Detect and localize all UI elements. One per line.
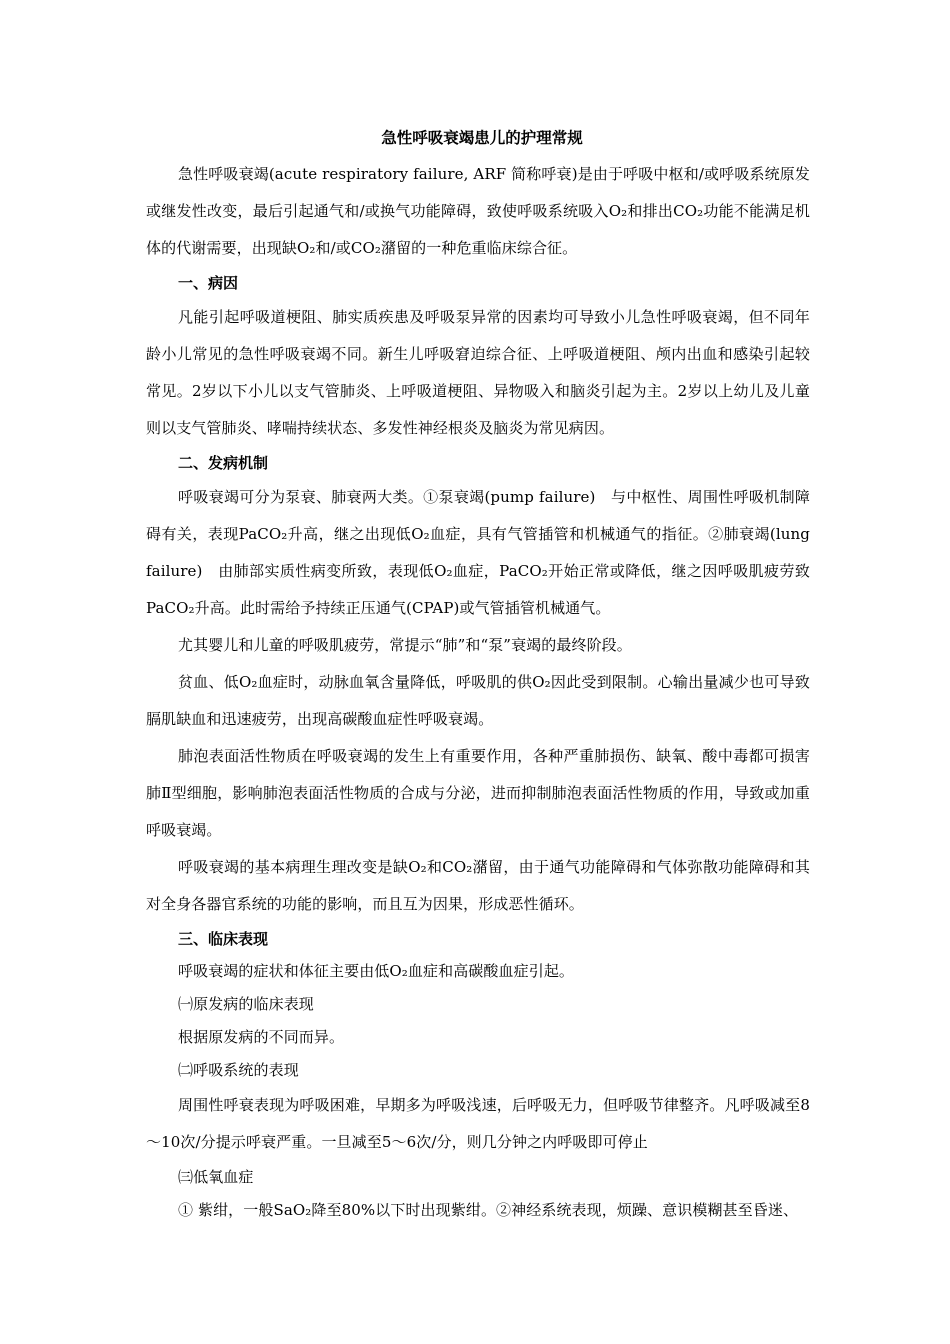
- primary-disease-text: 根据原发病的不同而异。: [178, 1028, 345, 1046]
- respiratory-text: 周围性呼衰表现为呼吸困难，早期多为呼吸浅速，后呼吸无力，但呼吸节律整齐。凡呼吸减至8～10次/分提示呼衰严重。一旦减至5～6次/分，则几分钟之内呼吸即可停止: [146, 1096, 810, 1151]
- clinical-paragraph: 呼吸衰竭的症状和体征主要由低O₂血症和高碳酸血症引起。: [178, 962, 575, 980]
- intro-paragraph: 急性呼吸衰竭(acute respiratory failure, ARF 简称呼衰)是由于呼吸中枢和/或呼吸系统原发或继发性改变，最后引起通气和/或换气功能障碍，致使呼吸系统吸入O₂和排出CO₂功能不能满足机体的代谢需要，出现缺O₂和/或CO₂潴留的一种危重临床综合征。: [146, 165, 810, 257]
- document-title: 急性呼吸衰竭患儿的护理常规: [381, 129, 583, 147]
- subheading-respiratory: ㈡呼吸系统的表现: [178, 1061, 299, 1079]
- document-page: [146, 124, 810, 1227]
- hypoxemia-text: ① 紫绀，一般SaO₂降至80%以下时出现紫绀。②神经系统表现，烦躁、意识模糊甚至昏迷、: [178, 1201, 799, 1219]
- mechanism-paragraph-5: 呼吸衰竭的基本病理生理改变是缺O₂和CO₂潴留，由于通气功能障碍和气体弥散功能障碍和其对全身各器官系统的功能的影响，而且互为因果，形成恶性循环。: [146, 858, 810, 913]
- cause-paragraph: 凡能引起呼吸道梗阻、肺实质疾患及呼吸泵异常的因素均可导致小儿急性呼吸衰竭，但不同年龄小儿常见的急性呼吸衰竭不同。新生儿呼吸窘迫综合征、上呼吸道梗阻、颅内出血和感染引起较常见。2岁以下小儿以支气管肺炎、上呼吸道梗阻、异物吸入和脑炎引起为主。2岁以上幼儿及儿童则以支气管肺炎、哮喘持续状态、多发性神经根炎及脑炎为常见病因。: [146, 308, 810, 437]
- mechanism-paragraph-4: 肺泡表面活性物质在呼吸衰竭的发生上有重要作用，各种严重肺损伤、缺氧、酸中毒都可损害肺Ⅱ型细胞，影响肺泡表面活性物质的合成与分泌，进而抑制肺泡表面活性物质的作用，导致或加重呼吸衰竭。: [146, 747, 810, 839]
- section-heading-mechanism: 二、发病机制: [178, 454, 269, 472]
- subheading-hypoxemia: ㈢低氧血症: [178, 1168, 254, 1186]
- section-heading-clinical: 三、临床表现: [178, 930, 269, 948]
- mechanism-paragraph-1: 呼吸衰竭可分为泵衰、肺衰两大类。①泵衰竭(pump failure) 与中枢性、周围性呼吸机制障碍有关，表现PaCO₂升高，继之出现低O₂血症，具有气管插管和机械通气的指征。②肺衰竭(lung failure) 由肺部实质性病变所致，表现低O₂血症，PaCO₂开始正常或降低，继之因呼吸肌疲劳致PaCO₂升高。此时需给予持续正压通气(CPAP)或气管插管机械通气。: [146, 488, 810, 617]
- mechanism-paragraph-2: 尤其婴儿和儿童的呼吸肌疲劳，常提示“肺”和“泵”衰竭的最终阶段。: [178, 636, 632, 654]
- section-heading-cause: 一、病因: [178, 274, 239, 292]
- subheading-primary-disease: ㈠原发病的临床表现: [178, 995, 314, 1013]
- mechanism-paragraph-3: 贫血、低O₂血症时，动脉血氧含量降低，呼吸肌的供O₂因此受到限制。心输出量减少也可导致膈肌缺血和迅速疲劳，出现高碳酸血症性呼吸衰竭。: [146, 673, 810, 728]
